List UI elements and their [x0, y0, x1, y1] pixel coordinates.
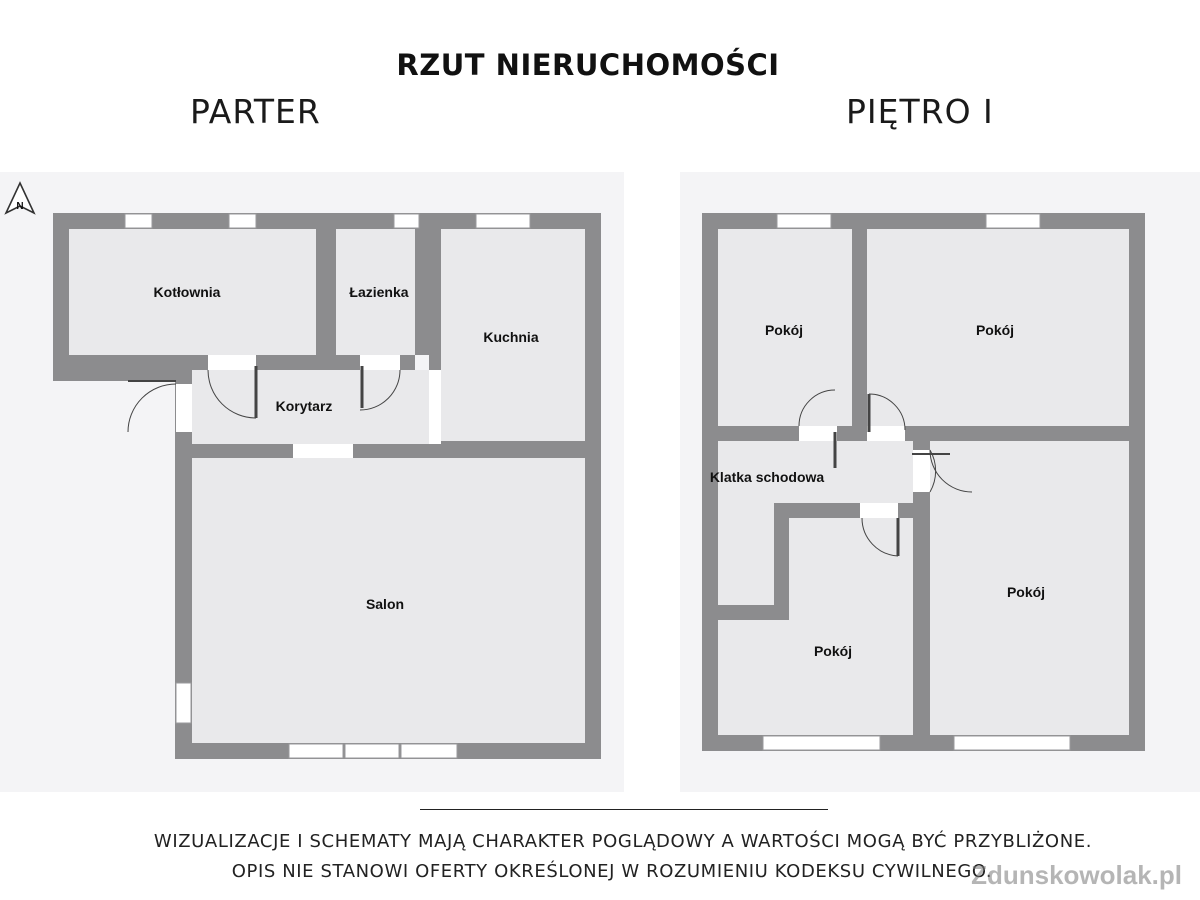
window — [777, 214, 831, 228]
wall-middle-horizontal — [718, 426, 1129, 441]
room-label-pokoj-e: Pokój — [1006, 584, 1046, 600]
wall-stair-south — [718, 605, 774, 620]
opening-pokoj-ne — [867, 426, 905, 441]
compass-label: N — [16, 201, 24, 212]
opening-pokoj-s — [860, 503, 898, 518]
wall-nw-ne — [852, 229, 867, 426]
window — [763, 736, 880, 750]
disclaimer-line-2: OPIS NIE STANOWI OFERTY OKREŚLONEJ W ROZUMIENIU KODEKSU CYWILNEGO. — [231, 861, 993, 882]
disclaimer-line-1: WIZUALIZACJE I SCHEMATY MAJĄ CHARAKTER POGLĄDOWY A WARTOŚCI MOGĄ BYĆ PRZYBLIŻONE. — [153, 831, 1093, 852]
ground-floor-heading: PARTER — [190, 92, 321, 131]
window — [954, 736, 1070, 750]
room-label-kotlownia: Kotłownia — [153, 284, 221, 300]
room-label-pokoj-nw: Pokój — [764, 322, 804, 338]
room-label-korytarz: Korytarz — [275, 398, 333, 414]
room-label-klatka: Klatka schodowa — [709, 469, 825, 485]
upper-floor-heading: PIĘTRO I — [846, 92, 994, 131]
window — [986, 214, 1040, 228]
room-label-salon: Salon — [365, 596, 405, 612]
wall-stair-east — [774, 503, 789, 620]
room-label-lazienka: Łazienka — [349, 284, 409, 300]
room-label-kuchnia: Kuchnia — [483, 329, 539, 345]
page-title: RZUT NIERUCHOMOŚCI — [396, 48, 780, 82]
room-label-pokoj-s: Pokój — [813, 643, 853, 659]
opening-pokoj-nw — [799, 426, 837, 441]
divider-line — [420, 809, 828, 810]
room-label-pokoj-ne: Pokój — [975, 322, 1015, 338]
watermark-logo: Zdunskowolak.pl — [971, 860, 1182, 890]
opening-pokoj-e — [913, 450, 930, 492]
